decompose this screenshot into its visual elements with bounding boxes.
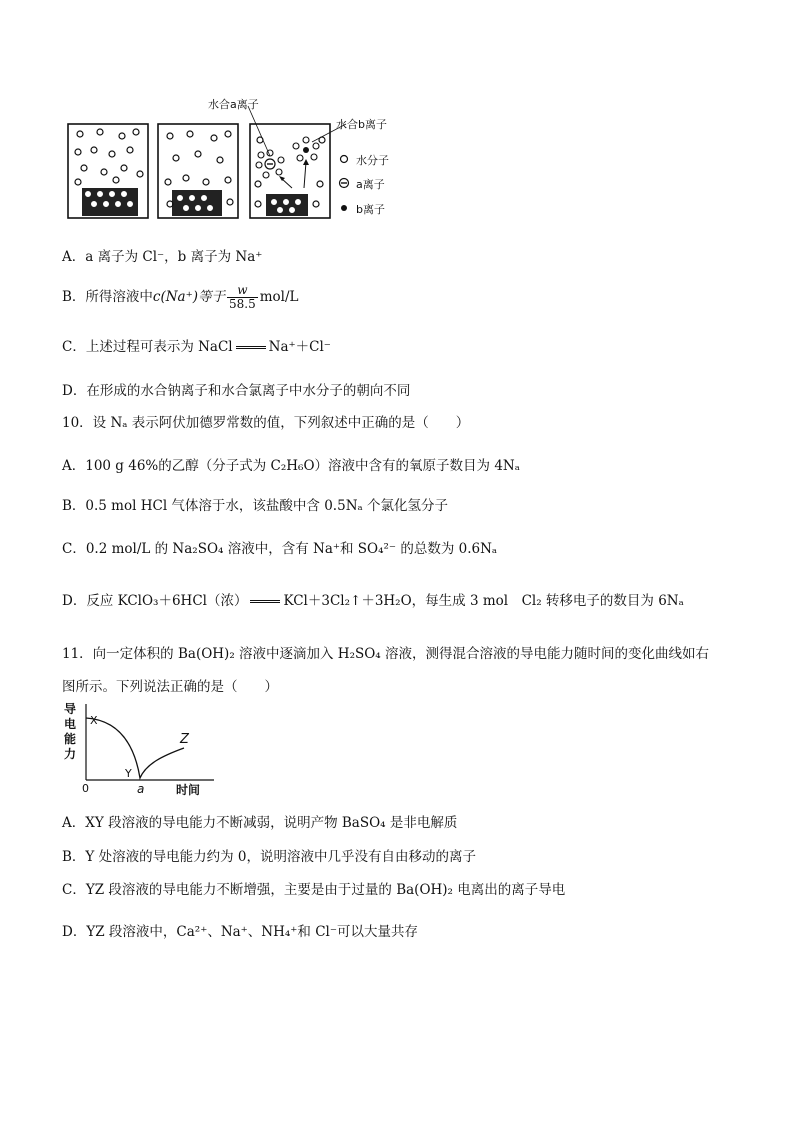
y-axis-label: 导电能力 [64, 702, 77, 761]
q11-option-a: A．XY 段溶液的导电能力不断减弱，说明产物 BaSO₄ 是非电解质 [62, 815, 458, 831]
label-hydrated-b: 水合b离子 [336, 118, 387, 131]
conductivity-chart [62, 702, 222, 798]
equals-arrow-icon [250, 600, 280, 603]
q10-d-prefix: D．反应 KClO₃＋6HCl（浓） [62, 593, 248, 609]
q10-stem: 10．设 Nₐ 表示阿伏加德罗常数的值，下列叙述中正确的是（ ） [62, 415, 470, 431]
q11-option-d: D．YZ 段溶液中，Ca²⁺、Na⁺、NH₄⁺和 Cl⁻可以大量共存 [62, 924, 418, 940]
q10-d-suffix: KCl＋3Cl₂↑＋3H₂O，每生成 3 mol Cl₂ 转移电子的数目为 6Nₐ [283, 593, 684, 609]
point-z-label: Z [180, 732, 189, 747]
q9-b-numerator: w [227, 284, 258, 298]
q11-option-b: B．Y 处溶液的导电能力约为 0，说明溶液中几乎没有自由移动的离子 [62, 849, 477, 865]
q9-option-c [62, 338, 331, 356]
q10-option-c: C．0.2 mol/L 的 Na₂SO₄ 溶液中，含有 Na⁺和 SO₄²⁻ 的总数为 0.6Nₐ [62, 541, 498, 557]
q9-option-b [62, 284, 299, 311]
origin-label: 0 [82, 782, 89, 795]
label-hydrated-a: 水合a离子 [208, 98, 259, 111]
equals-arrow-icon [236, 346, 266, 349]
legend-water: 水分子 [356, 154, 389, 167]
q9-c-prefix: C．上述过程可表示为 NaCl [62, 339, 233, 355]
q10-option-d [62, 592, 684, 610]
legend-a-ion: a离子 [356, 178, 385, 191]
q9-b-fraction [227, 284, 258, 311]
legend-b-ion: b离子 [356, 203, 385, 216]
q9-b-unit: mol/L [259, 289, 299, 305]
q11-stem-line1: 11．向一定体积的 Ba(OH)₂ 溶液中逐滴加入 H₂SO₄ 溶液，测得混合溶液的导电能力随时间的变化曲线如右 [62, 646, 710, 662]
q9-option-a: A．a 离子为 Cl⁻，b 离子为 Na⁺ [62, 249, 263, 265]
point-x-label: X [90, 714, 98, 727]
x-axis-label: 时间 [176, 783, 201, 797]
q9-c-suffix: Na⁺＋Cl⁻ [268, 339, 331, 355]
x-tick-a: a [137, 782, 145, 796]
q9-option-d: D．在形成的水合钠离子和水合氯离子中水分子的朝向不同 [62, 383, 411, 399]
q9-b-denominator: 58.5 [229, 297, 256, 311]
q11-stem-line2: 图所示。下列说法正确的是（ ） [62, 679, 278, 695]
q11-option-c: C．YZ 段溶液的导电能力不断增强，主要是由于过量的 Ba(OH)₂ 电离出的离子导电 [62, 882, 566, 898]
q10-option-a: A．100 g 46%的乙醇（分子式为 C₂H₆O）溶液中含有的氧原子数目为 4Nₐ [62, 458, 520, 474]
beaker-figure [60, 92, 420, 222]
q9-b-conc: c(Na⁺)等于 [152, 289, 226, 305]
conductivity-curve [86, 718, 184, 778]
point-y-label: Y [125, 767, 132, 780]
q10-option-b: B．0.5 mol HCl 气体溶于水，该盐酸中含 0.5Nₐ 个氯化氢分子 [62, 498, 449, 514]
q9-b-prefix: B．所得溶液中 [62, 289, 153, 305]
